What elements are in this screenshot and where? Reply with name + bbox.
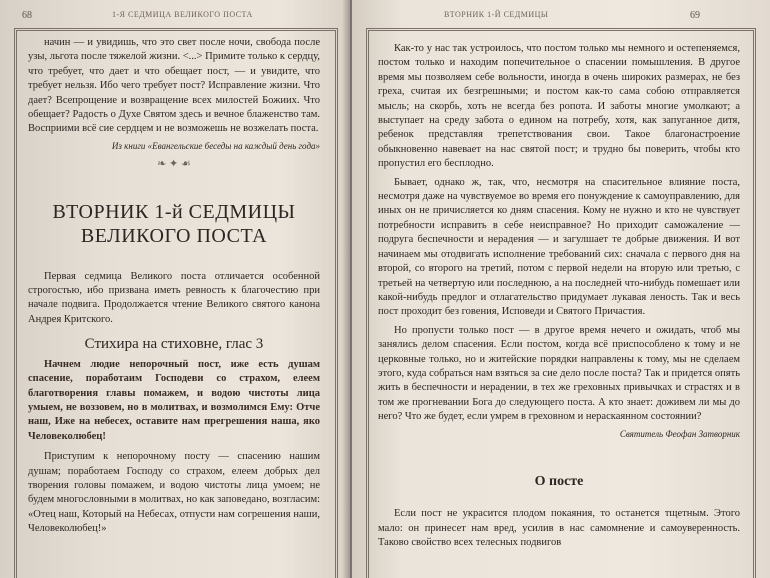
left-running-head: 1-Я СЕДМИЦА ВЕЛИКОГО ПОСТА bbox=[112, 10, 253, 19]
right-page-number: 69 bbox=[690, 10, 700, 21]
right-page-body bbox=[378, 42, 740, 551]
right-source: Святитель Феофан Затворник bbox=[619, 428, 740, 439]
ornament: ❧ ✦ ☙ bbox=[157, 158, 191, 171]
left-top-paragraph: начин — и увидишь, что это свет после ночи, свобода после узы, льгота после тяжелой жизни. <...> Примите только к сердцу, что требует, что дает и что обещает пост, — и увидите, что требует нельзя. Ибо чего требует пост? Исправление жизни. Что дает? Всепрощение и возвращение всех милостей Божиих. Что обещает? Радость о Духе Святом здесь и вечное блаженство там. Восприими всё сие сердцем и не возможешь не возжелать поста. bbox=[28, 37, 320, 135]
right-paragraph-3: Но пропусти только пост — в другое время нечего и ожидать, чтоб мы занялись делом спасения. Если постом, когда всё приспособлено к тому и не церковные только, но и житейские порядки направлены к тому, мы не сделаем этого, куда собраться нам взяться за сие дело после поста? Так и придется опять жить в беспечности и нерадении, в тех же греховных привычках и страстях и в том же прогневании Бога до следующего поста. А кто знает: доживем ли мы до него? Что же будет, если умрем в греховном и нераскаянном состоянии? bbox=[378, 324, 740, 423]
right-paragraph-4: Если пост не украсится плодом покаяния, то останется тщетным. Этого мало: он принесет нам вред, усилив в нас самомнение и самоуверенность. Таково свойство всех телесных подвигов bbox=[378, 508, 740, 549]
translation-paragraph: Приступим к непорочному посту — спасению нашим душам; поработаем Господу со страхом, елеем добрых дел творения головы помажем, и водою чистоты лица умоем; не будем многословными в молитвах, но как заповедано, возгласим: «Отец наш, Который на Небесах, отпусти нам согрешения наши, Человеколюбец!» bbox=[28, 451, 321, 535]
stichera-heading: Стихира на стиховне, глас 3 bbox=[84, 336, 264, 353]
chapter-title bbox=[28, 200, 320, 248]
left-page bbox=[0, 0, 350, 578]
left-top-source: Из книги «Евангельские беседы на каждый день года» bbox=[111, 140, 320, 151]
chapter-title-line1: ВТОРНИК 1-й СЕДМИЦЫ bbox=[52, 200, 296, 223]
section-heading: О посте bbox=[534, 473, 584, 489]
slavonic-text: Начнем людие непорочный пост, иже есть душам спасение, поработаим Господеви со страхом, елеем благотворения главы помажем, и водою чистоты лица умыем, не воззовем, но в молитвах, и возмолимся Ему: Отче наш, Иже на небесех, оставите нам прегрешения наша, яко Человеколюбец! bbox=[28, 358, 320, 442]
intro-paragraph: Первая седмица Великого поста отличается особенной строгостью, ибо призвана иметь ревность к благочестию при начале подвига. Продолжается чтение Великого святого канона Андрея Критского. bbox=[28, 270, 320, 325]
left-page-body bbox=[28, 36, 320, 537]
right-paragraph-2: Бывает, однако ж, так, что, несмотря на спасительное влияние поста, несмотря даже на чувствуемое во время его понуждение к самоуправлению, для иных он не причисляется ко дням спасения. Кому не нужно и кто не чувствует потребности исправить в себе неисправное? Но приходит саможаление — подруга беспечности и нерадения — и загулшает те добрые движения. И вот начинаем мы отодвигать исполнение требований сих: сначала с первого дня на второй, со второго на третий, потом с первой недели на вторую или третью, с третьей на четвертую или последнюю, а на последней что-нибудь помешает или какой-нибудь предлог и отлагательство придумает лукавая леность. Так и весь пост проходит без говения, Исповеди и Святого Причастия. bbox=[378, 176, 740, 318]
right-paragraph-1: Как-то у нас так устроилось, что постом только мы немного и остепеняемся, постом только и находим попечительное о спасении помышления. В другое время мы позволяем себе вольности, иногда в очень широких размерах, не без греха, считая их безгрешными; и постом как-то сама собою отправляется мысль; на скорбь, хоть не всегда без ропота. И заботы многие умолкают; а выступает на среду забота о едином на потребу, хотя, как запуганное дитя, ребенок представляя трепетствования свои. Такое благонастроение обыкновенно навевает на нас святой пост; и трудно бы поверить, чтобы кто пропустил его бесплодно. bbox=[378, 43, 740, 170]
right-running-head: ВТОРНИК 1-Й СЕДМИЦЫ bbox=[444, 10, 549, 19]
left-page-number: 68 bbox=[22, 10, 32, 21]
right-page bbox=[352, 0, 770, 578]
chapter-title-line2: ВЕЛИКОГО ПОСТА bbox=[80, 224, 268, 247]
